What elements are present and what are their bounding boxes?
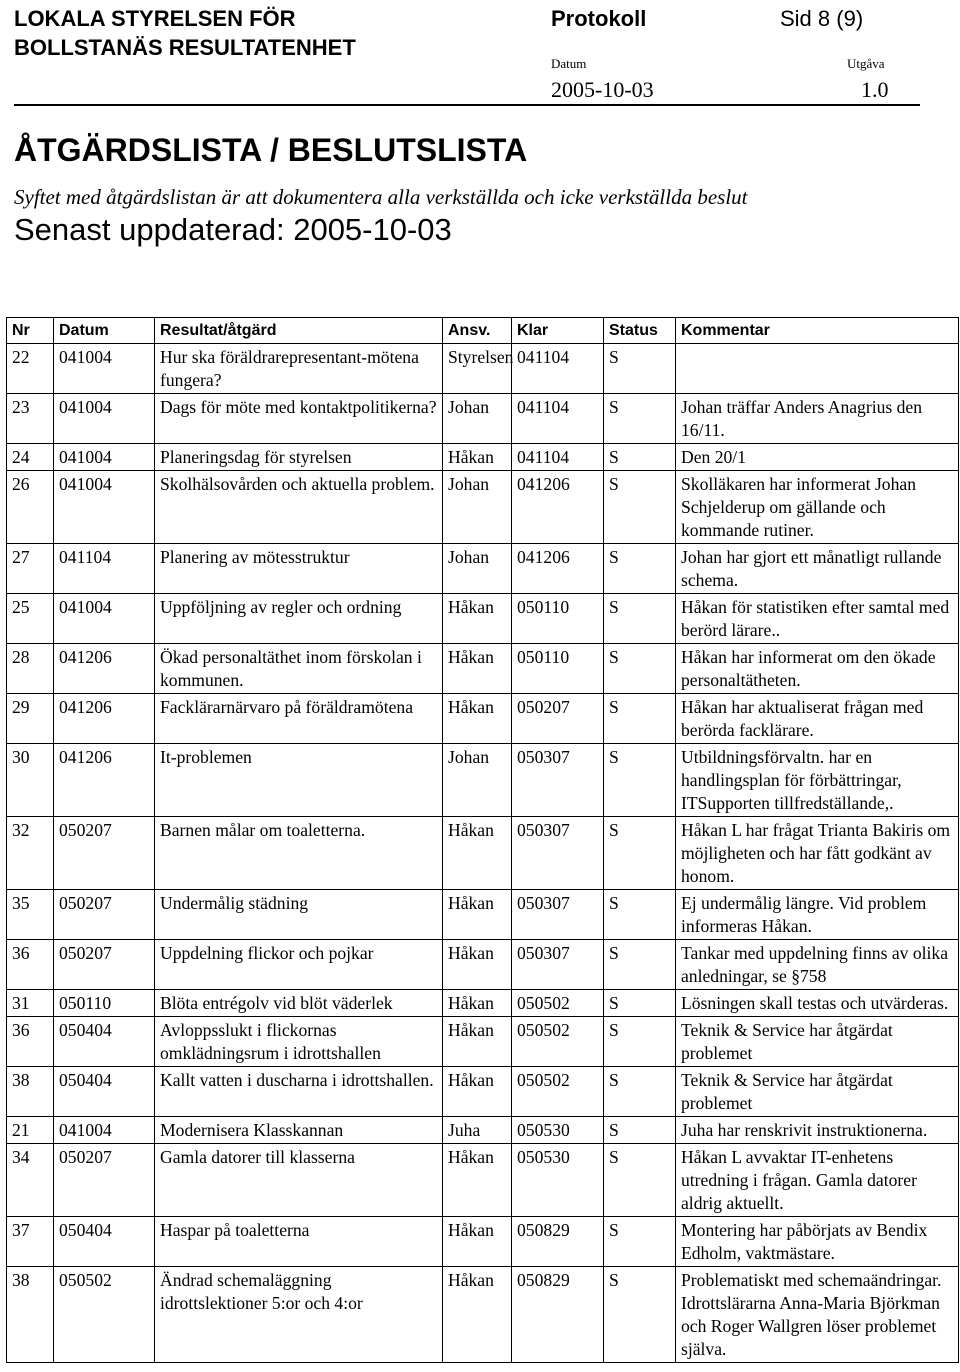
organization-line-1: LOKALA STYRELSEN FÖR — [14, 6, 296, 31]
column-header-status: Status — [604, 318, 676, 344]
cell-nr: 35 — [7, 890, 54, 940]
cell-ansv: Håkan — [443, 990, 512, 1017]
cell-resultat: Undermålig städning — [155, 890, 443, 940]
cell-resultat: Gamla datorer till klasserna — [155, 1144, 443, 1217]
cell-ansv: Håkan — [443, 644, 512, 694]
table-row — [7, 1144, 959, 1217]
cell-status: S — [604, 544, 676, 594]
cell-status: S — [604, 1117, 676, 1144]
cell-klar: 050502 — [512, 1067, 604, 1117]
cell-ansv: Styrelsen — [443, 344, 512, 394]
organization-line-2: BOLLSTANÄS RESULTATENHET — [14, 35, 356, 60]
cell-klar: 041104 — [512, 444, 604, 471]
cell-klar: 041104 — [512, 394, 604, 444]
cell-klar: 041206 — [512, 544, 604, 594]
cell-nr: 21 — [7, 1117, 54, 1144]
cell-kommentar: Lösningen skall testas och utvärderas. — [676, 990, 959, 1017]
cell-resultat: Avloppsslukt i flickornas omklädningsrum i idrottshallen — [155, 1017, 443, 1067]
cell-nr: 34 — [7, 1144, 54, 1217]
last-updated: Senast uppdaterad: 2005-10-03 — [14, 212, 452, 247]
table-row — [7, 1217, 959, 1267]
cell-status: S — [604, 890, 676, 940]
table-row — [7, 644, 959, 694]
cell-ansv: Johan — [443, 471, 512, 544]
cell-nr: 24 — [7, 444, 54, 471]
cell-resultat: Ändrad schemaläggning idrottslektioner 5:or och 4:or — [155, 1267, 443, 1363]
cell-nr: 30 — [7, 744, 54, 817]
cell-status: S — [604, 1144, 676, 1217]
table-row — [7, 694, 959, 744]
cell-ansv: Håkan — [443, 1217, 512, 1267]
organization-name — [14, 4, 356, 62]
cell-status: S — [604, 1267, 676, 1363]
cell-resultat: Ökad personaltäthet inom förskolan i kommunen. — [155, 644, 443, 694]
cell-klar: 050307 — [512, 744, 604, 817]
cell-status: S — [604, 817, 676, 890]
cell-klar: 050502 — [512, 990, 604, 1017]
table-row — [7, 594, 959, 644]
cell-ansv: Håkan — [443, 1144, 512, 1217]
cell-klar: 050307 — [512, 890, 604, 940]
cell-datum: 041004 — [54, 1117, 155, 1144]
cell-status: S — [604, 940, 676, 990]
cell-datum: 041004 — [54, 594, 155, 644]
cell-ansv: Johan — [443, 544, 512, 594]
cell-datum: 041104 — [54, 544, 155, 594]
cell-datum: 041004 — [54, 344, 155, 394]
cell-datum: 041004 — [54, 394, 155, 444]
cell-kommentar: Ej undermålig längre. Vid problem informeras Håkan. — [676, 890, 959, 940]
cell-ansv: Håkan — [443, 817, 512, 890]
column-header-ansv: Ansv. — [443, 318, 512, 344]
cell-ansv: Johan — [443, 744, 512, 817]
cell-status: S — [604, 990, 676, 1017]
cell-kommentar: Johan har gjort ett månatligt rullande schema. — [676, 544, 959, 594]
cell-klar: 050829 — [512, 1217, 604, 1267]
column-header-kommentar: Kommentar — [676, 318, 959, 344]
cell-ansv: Håkan — [443, 444, 512, 471]
table-row — [7, 990, 959, 1017]
table-row — [7, 1267, 959, 1363]
cell-kommentar: Johan träffar Anders Anagrius den 16/11. — [676, 394, 959, 444]
cell-datum: 050404 — [54, 1067, 155, 1117]
cell-nr: 25 — [7, 594, 54, 644]
cell-datum: 050110 — [54, 990, 155, 1017]
page-number: Sid 8 (9) — [780, 6, 864, 31]
cell-klar: 050502 — [512, 1017, 604, 1067]
cell-datum: 050207 — [54, 817, 155, 890]
cell-kommentar: Utbildningsförvaltn. har en handlingsplan för förbättringar, ITSupporten tillfredställande,. — [676, 744, 959, 817]
cell-datum: 041206 — [54, 694, 155, 744]
cell-status: S — [604, 594, 676, 644]
cell-nr: 37 — [7, 1217, 54, 1267]
cell-kommentar: Håkan för statistiken efter samtal med berörd lärare.. — [676, 594, 959, 644]
cell-nr: 38 — [7, 1267, 54, 1363]
table-row — [7, 471, 959, 544]
cell-klar: 050307 — [512, 940, 604, 990]
cell-resultat: Kallt vatten i duscharna i idrottshallen. — [155, 1067, 443, 1117]
cell-ansv: Håkan — [443, 1017, 512, 1067]
cell-kommentar: Tankar med uppdelning finns av olika anledningar, se §758 — [676, 940, 959, 990]
header-divider — [14, 104, 920, 106]
cell-nr: 27 — [7, 544, 54, 594]
cell-status: S — [604, 1217, 676, 1267]
cell-klar: 050110 — [512, 644, 604, 694]
document-version: 1.0 — [861, 77, 889, 102]
cell-klar: 041206 — [512, 471, 604, 544]
version-label: Utgåva — [847, 56, 885, 71]
column-header-klar: Klar — [512, 318, 604, 344]
cell-datum: 050502 — [54, 1267, 155, 1363]
cell-nr: 31 — [7, 990, 54, 1017]
cell-status: S — [604, 344, 676, 394]
cell-kommentar: Håkan L avvaktar IT-enhetens utredning i frågan. Gamla datorer aldrig aktuellt. — [676, 1144, 959, 1217]
cell-ansv: Håkan — [443, 1267, 512, 1363]
table-row — [7, 544, 959, 594]
cell-status: S — [604, 394, 676, 444]
cell-nr: 38 — [7, 1067, 54, 1117]
cell-datum: 041206 — [54, 744, 155, 817]
cell-resultat: Planeringsdag för styrelsen — [155, 444, 443, 471]
column-header-resultat: Resultat/åtgärd — [155, 318, 443, 344]
cell-kommentar: Teknik & Service har åtgärdat problemet — [676, 1067, 959, 1117]
cell-nr: 29 — [7, 694, 54, 744]
cell-nr: 32 — [7, 817, 54, 890]
column-header-datum: Datum — [54, 318, 155, 344]
table-header-row — [7, 318, 959, 344]
column-header-nr: Nr — [7, 318, 54, 344]
cell-klar: 050530 — [512, 1117, 604, 1144]
cell-status: S — [604, 744, 676, 817]
page-title: ÅTGÄRDSLISTA / BESLUTSLISTA — [14, 132, 528, 168]
table-row — [7, 344, 959, 394]
cell-kommentar — [676, 344, 959, 394]
cell-nr: 22 — [7, 344, 54, 394]
cell-resultat: Planering av mötesstruktur — [155, 544, 443, 594]
table-row — [7, 1017, 959, 1067]
cell-resultat: Uppföljning av regler och ordning — [155, 594, 443, 644]
cell-ansv: Håkan — [443, 594, 512, 644]
cell-resultat: Barnen målar om toaletterna. — [155, 817, 443, 890]
cell-datum: 050207 — [54, 890, 155, 940]
cell-nr: 23 — [7, 394, 54, 444]
cell-kommentar: Skolläkaren har informerat Johan Schjelderup om gällande och kommande rutiner. — [676, 471, 959, 544]
cell-datum: 041004 — [54, 471, 155, 544]
document-type: Protokoll — [551, 6, 647, 31]
cell-ansv: Håkan — [443, 940, 512, 990]
cell-nr: 26 — [7, 471, 54, 544]
cell-klar: 041104 — [512, 344, 604, 394]
cell-resultat: Facklärarnärvaro på föräldramötena — [155, 694, 443, 744]
cell-kommentar: Den 20/1 — [676, 444, 959, 471]
cell-ansv: Håkan — [443, 890, 512, 940]
table-row — [7, 1067, 959, 1117]
cell-ansv: Johan — [443, 394, 512, 444]
cell-klar: 050110 — [512, 594, 604, 644]
cell-kommentar: Håkan har informerat om den ökade personaltätheten. — [676, 644, 959, 694]
table-row — [7, 817, 959, 890]
cell-nr: 28 — [7, 644, 54, 694]
cell-klar: 050829 — [512, 1267, 604, 1363]
cell-status: S — [604, 1017, 676, 1067]
table-row — [7, 1117, 959, 1144]
cell-resultat: Blöta entrégolv vid blöt väderlek — [155, 990, 443, 1017]
cell-resultat: Uppdelning flickor och pojkar — [155, 940, 443, 990]
cell-status: S — [604, 694, 676, 744]
cell-nr: 36 — [7, 940, 54, 990]
cell-ansv: Håkan — [443, 1067, 512, 1117]
cell-status: S — [604, 444, 676, 471]
table-body — [7, 344, 959, 1363]
cell-kommentar: Teknik & Service har åtgärdat problemet — [676, 1017, 959, 1067]
cell-ansv: Juha — [443, 1117, 512, 1144]
cell-datum: 041004 — [54, 444, 155, 471]
cell-resultat: Skolhälsovården och aktuella problem. — [155, 471, 443, 544]
cell-resultat: Dags för möte med kontaktpolitikerna? — [155, 394, 443, 444]
cell-klar: 050207 — [512, 694, 604, 744]
document-date: 2005-10-03 — [551, 77, 654, 102]
cell-resultat: Hur ska föräldrarepresentant-mötena fungera? — [155, 344, 443, 394]
cell-kommentar: Håkan L har frågat Trianta Bakiris om möjligheten och har fått godkänt av honom. — [676, 817, 959, 890]
cell-kommentar: Håkan har aktualiserat frågan med berörda facklärare. — [676, 694, 959, 744]
cell-ansv: Håkan — [443, 694, 512, 744]
table-row — [7, 744, 959, 817]
date-label: Datum — [551, 56, 587, 71]
cell-datum: 050404 — [54, 1017, 155, 1067]
cell-nr: 36 — [7, 1017, 54, 1067]
cell-status: S — [604, 644, 676, 694]
cell-klar: 050307 — [512, 817, 604, 890]
cell-status: S — [604, 471, 676, 544]
cell-datum: 050404 — [54, 1217, 155, 1267]
cell-klar: 050530 — [512, 1144, 604, 1217]
cell-datum: 050207 — [54, 940, 155, 990]
cell-datum: 041206 — [54, 644, 155, 694]
table-row — [7, 444, 959, 471]
cell-kommentar: Problematiskt med schemaändringar. Idrottslärarna Anna-Maria Björkman och Roger Wallgren löser problemet själva. — [676, 1267, 959, 1363]
cell-status: S — [604, 1067, 676, 1117]
cell-kommentar: Montering har påbörjats av Bendix Edholm, vaktmästare. — [676, 1217, 959, 1267]
purpose-text: Syftet med åtgärdslistan är att dokumentera alla verkställda och icke verkställda beslut — [14, 185, 748, 209]
cell-resultat: Modernisera Klasskannan — [155, 1117, 443, 1144]
action-list-table — [6, 317, 959, 1363]
cell-resultat: It-problemen — [155, 744, 443, 817]
cell-datum: 050207 — [54, 1144, 155, 1217]
table-row — [7, 394, 959, 444]
cell-kommentar: Juha har renskrivit instruktionerna. — [676, 1117, 959, 1144]
table-row — [7, 940, 959, 990]
table-row — [7, 890, 959, 940]
cell-resultat: Haspar på toaletterna — [155, 1217, 443, 1267]
